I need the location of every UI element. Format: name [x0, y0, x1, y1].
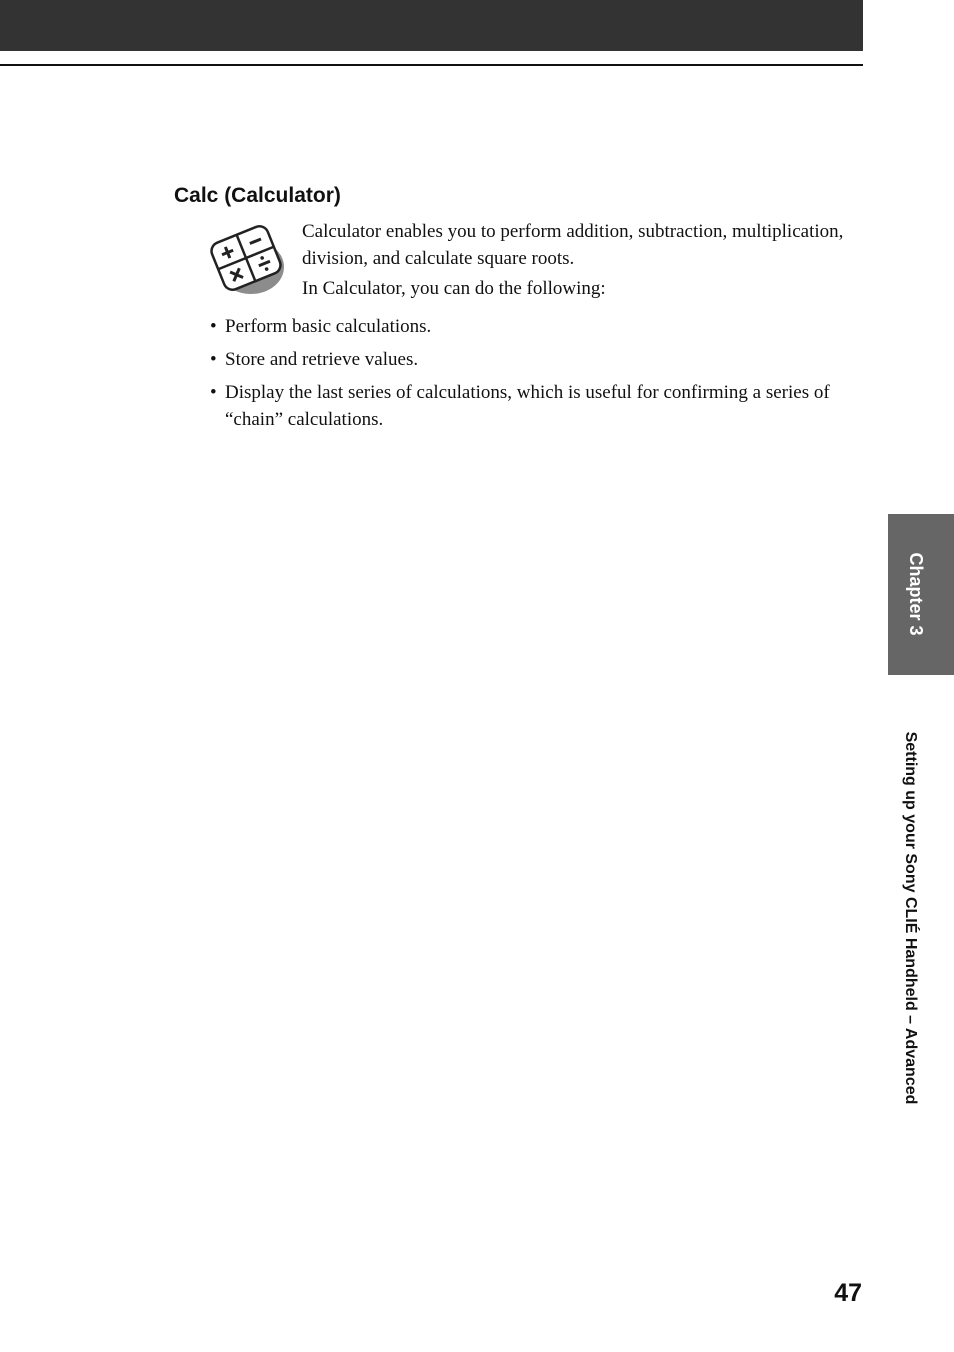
list-item-text: Perform basic calculations.: [225, 316, 432, 337]
feature-list: [210, 313, 850, 439]
section-title: Calc (Calculator): [174, 184, 341, 207]
calculator-app-icon: [206, 220, 288, 298]
list-item: [210, 379, 850, 433]
list-item: [210, 346, 850, 373]
list-item: [210, 313, 850, 340]
list-item-text: Display the last series of calculations, which is useful for confirming a series of “chain” calculations.: [225, 382, 830, 430]
bullet-icon: •: [210, 382, 217, 403]
chapter-label: Chapter 3: [906, 552, 926, 636]
intro-paragraph: In Calculator, you can do the following:: [302, 278, 606, 299]
running-section-title: Setting up your Sony CLIÉ Handheld – Advanced: [902, 731, 919, 1105]
list-item-text: Store and retrieve values.: [225, 349, 419, 370]
bullet-icon: •: [210, 316, 217, 337]
section-intro: [302, 218, 847, 302]
bullet-icon: •: [210, 349, 217, 370]
header-bar: [0, 0, 863, 51]
header-rule: [0, 64, 863, 66]
page-number: 47: [834, 1279, 862, 1307]
intro-paragraph: Calculator enables you to perform addition, subtraction, multiplication, division, and calculate square roots.: [302, 221, 844, 269]
